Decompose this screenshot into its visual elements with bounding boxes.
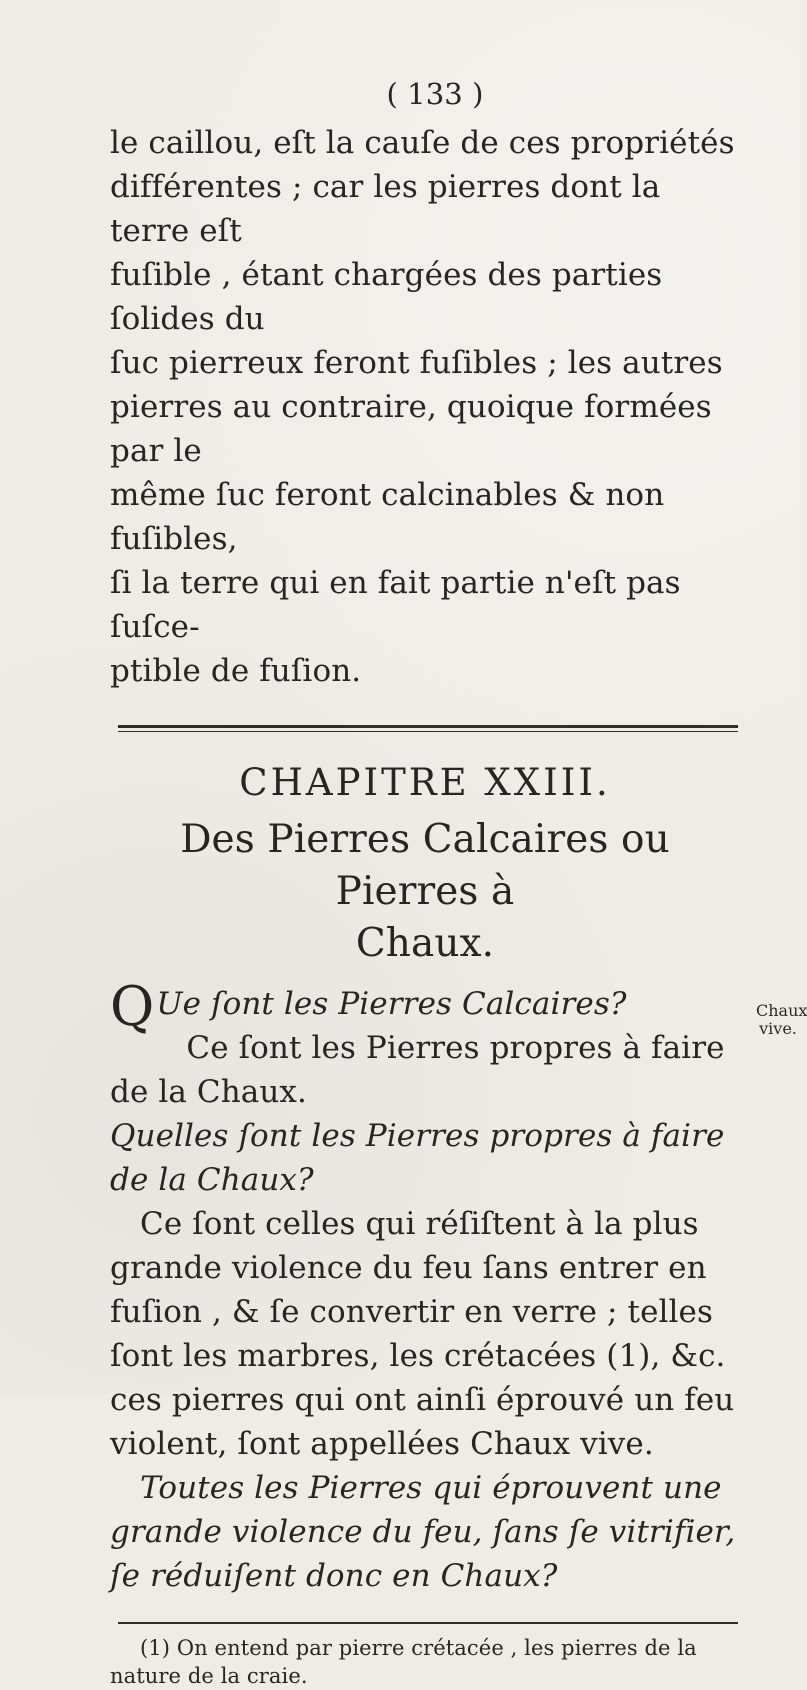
intro-line: différentes ; car les pierres dont la terre eſt xyxy=(110,169,661,249)
answer: Ce ſont celles qui réſiſtent à la plus grande violence du feu ſans entrer en fuſion , & ſe convertir en verre ; telles ſont les marbres, les crétacées (1), &c. ces pierres qui ont ainſi éprouvé un feu violent, ſont appellées Chaux vive. xyxy=(110,1206,735,1462)
question xyxy=(110,975,740,1038)
question-text: Ue ſont les Pierres Calcaires? xyxy=(156,986,627,1022)
intro-line: le caillou, eſt la cauſe de ces propriétés xyxy=(110,125,735,161)
question: Toutes les Pierres qui éprouvent une grande violence du feu, ſans ſe vitrifier, ſe réduiſent donc en Chaux? xyxy=(110,1470,736,1594)
dropcap: Q xyxy=(110,975,155,1038)
footnote: (1) On entend par pierre crétacée , les pierres de la nature de la craie. xyxy=(110,1636,697,1688)
margin-note: Chaux vive. xyxy=(756,1001,807,1038)
intro-line: même ſuc feront calcinables & non fuſibles, xyxy=(110,477,665,557)
intro-line: ſuc pierreux feront fuſibles ; les autres xyxy=(110,345,723,381)
page-number: ( 133 ) xyxy=(386,77,484,111)
question-answer-section xyxy=(110,975,740,1598)
chapter-heading: CHAPITRE XXIII. xyxy=(239,761,611,804)
chapter-title xyxy=(110,814,740,970)
intro-line: fuſible , étant chargées des parties ſolides du xyxy=(110,257,663,337)
intro-paragraph xyxy=(110,121,740,693)
intro-line: pierres au contraire, quoique formées par le xyxy=(110,389,712,469)
chapter-separator-thick xyxy=(118,725,738,728)
chapter-title-line: Des Pierres Calcaires ou Pierres à xyxy=(180,817,670,914)
footnote-separator xyxy=(118,1622,738,1624)
chapter-title-line: Chaux. xyxy=(355,921,495,966)
page-content xyxy=(110,72,740,1690)
intro-line: ſi la terre qui en fait partie n'eſt pas ſuſce- xyxy=(110,565,681,645)
chapter-separator-thin xyxy=(118,731,738,732)
intro-line: ptible de fuſion. xyxy=(110,653,362,689)
question: Quelles ſont les Pierres propres à faire de la Chaux? xyxy=(110,1118,725,1198)
answer: Ce ſont les Pierres propres à faire de la Chaux. xyxy=(110,1030,725,1110)
